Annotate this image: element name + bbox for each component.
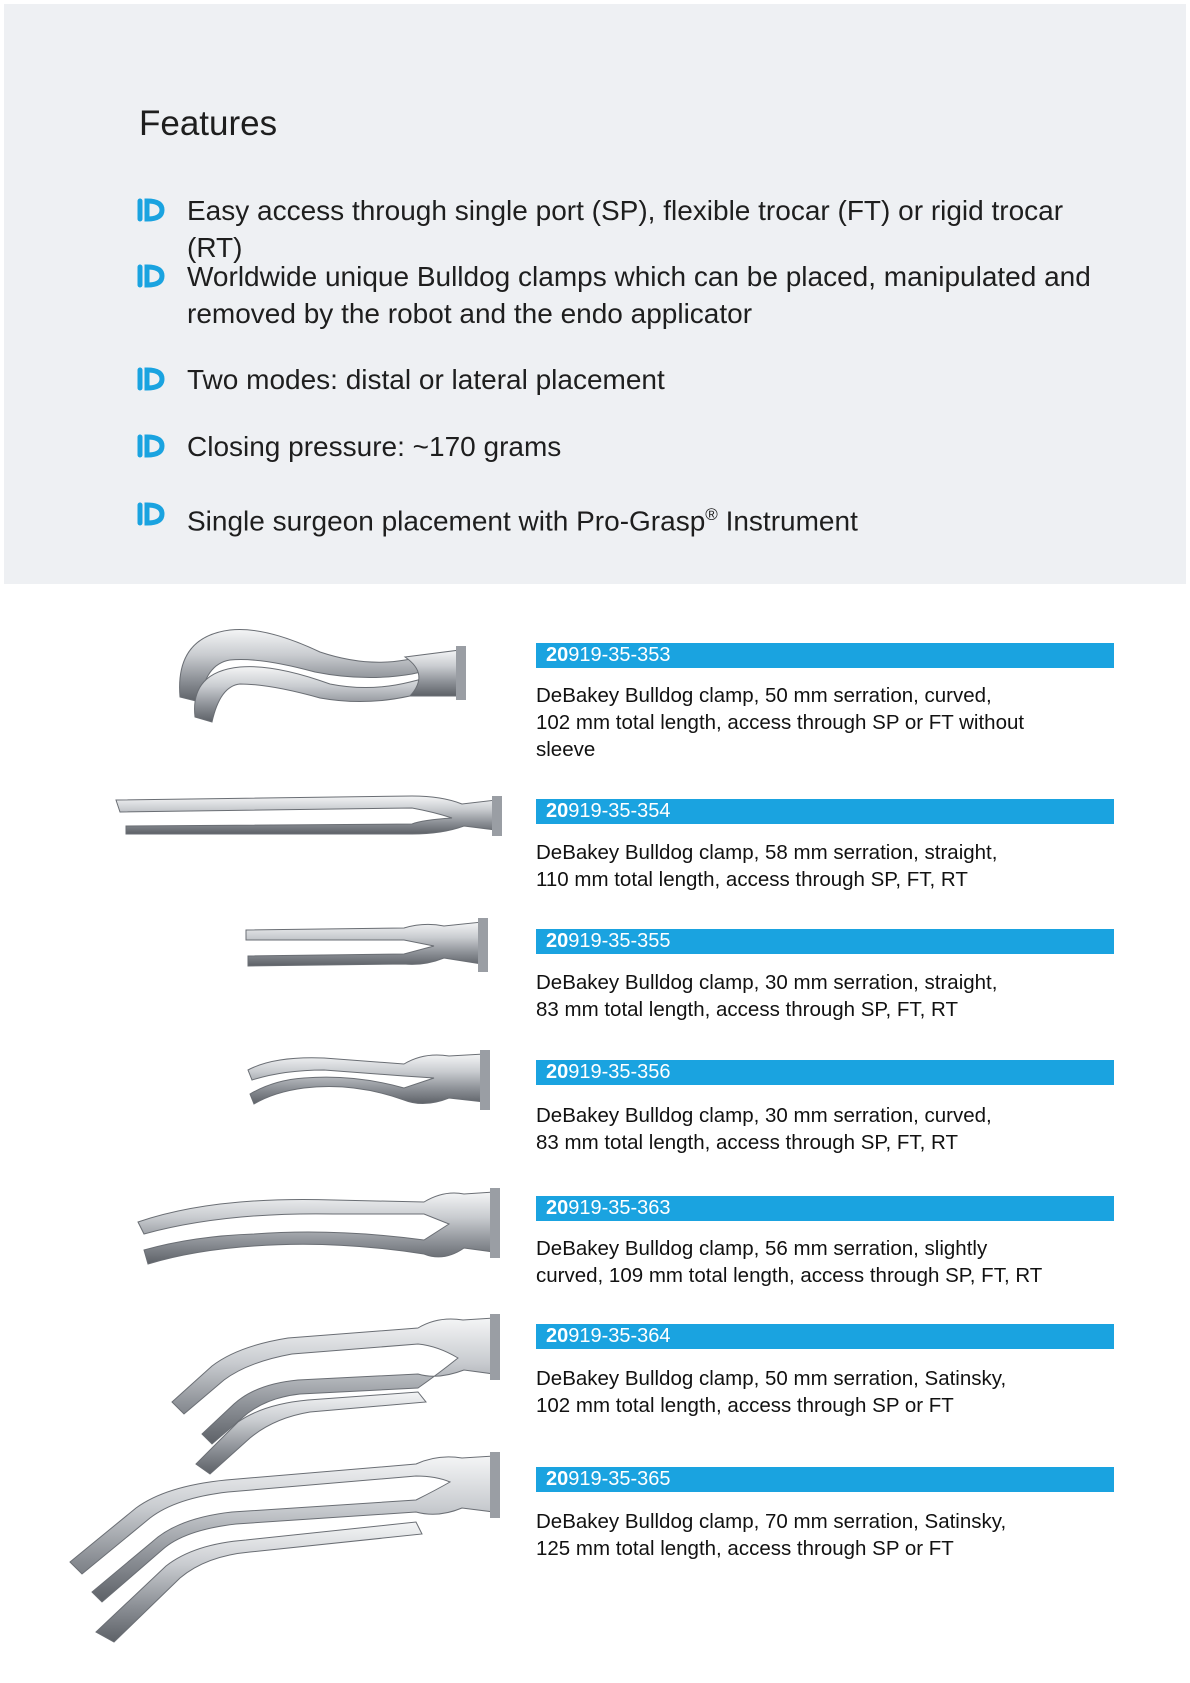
feature-text: Closing pressure: ~170 grams xyxy=(187,431,562,462)
product-code-bar: 20919-35-354 xyxy=(536,799,1114,824)
clamp-straight-long-image xyxy=(112,790,502,842)
clamp-straight-short-image xyxy=(244,918,494,974)
feature-text: Single surgeon placement with Pro-Grasp® Instrument xyxy=(187,505,858,537)
feature-text: Two modes: distal or lateral placement xyxy=(187,364,665,395)
product-description: DeBakey Bulldog clamp, 30 mm serration, curved, 83 mm total length, access through SP, FT, RT xyxy=(536,1104,992,1154)
product-description: DeBakey Bulldog clamp, 56 mm serration, slightly curved, 109 mm total length, access through SP, FT, RT xyxy=(536,1237,1043,1287)
company-logo-icon xyxy=(136,501,166,527)
product-description: DeBakey Bulldog clamp, 30 mm serration, straight, 83 mm total length, access through SP, FT, RT xyxy=(536,971,998,1021)
features-title: Features xyxy=(139,104,278,143)
company-logo-icon xyxy=(136,366,166,392)
feature-item xyxy=(136,428,1126,465)
product-code-bar: 20919-35-355 xyxy=(536,929,1114,954)
product-code-bar: 20919-35-363 xyxy=(536,1196,1114,1221)
company-logo-icon xyxy=(136,433,166,459)
company-logo-icon xyxy=(136,197,166,223)
product-code-bar: 20919-35-364 xyxy=(536,1324,1114,1349)
product-description: DeBakey Bulldog clamp, 50 mm serration, curved, 102 mm total length, access through SP or FT without sleeve xyxy=(536,684,1025,761)
product-code-bar: 20919-35-353 xyxy=(536,643,1114,668)
product-description: DeBakey Bulldog clamp, 50 mm serration, Satinsky, 102 mm total length, access through SP or FT xyxy=(536,1367,1007,1417)
feature-text: Worldwide unique Bulldog clamps which can be placed, manipulated and removed by the robot and the endo applicator xyxy=(187,261,1091,329)
clamp-slightly-curved-image xyxy=(134,1188,500,1268)
clamp-curved-image xyxy=(160,612,500,732)
company-logo-icon xyxy=(136,263,166,289)
feature-item xyxy=(136,192,1126,266)
clamp-curved-short-image xyxy=(244,1048,494,1114)
product-description: DeBakey Bulldog clamp, 58 mm serration, straight, 110 mm total length, access through SP, FT, RT xyxy=(536,841,998,891)
clamp-satinsky-image xyxy=(168,1314,500,1474)
feature-item xyxy=(136,496,1126,539)
product-code-bar: 20919-35-365 xyxy=(536,1467,1114,1492)
features-panel xyxy=(4,4,1186,584)
clamp-satinsky-long-image xyxy=(66,1452,500,1642)
product-description: DeBakey Bulldog clamp, 70 mm serration, Satinsky, 125 mm total length, access through SP or FT xyxy=(536,1510,1007,1560)
feature-item xyxy=(136,361,1126,398)
feature-item xyxy=(136,258,1126,332)
feature-text: Easy access through single port (SP), flexible trocar (FT) or rigid trocar (RT) xyxy=(187,195,1064,263)
product-code-bar: 20919-35-356 xyxy=(536,1060,1114,1085)
